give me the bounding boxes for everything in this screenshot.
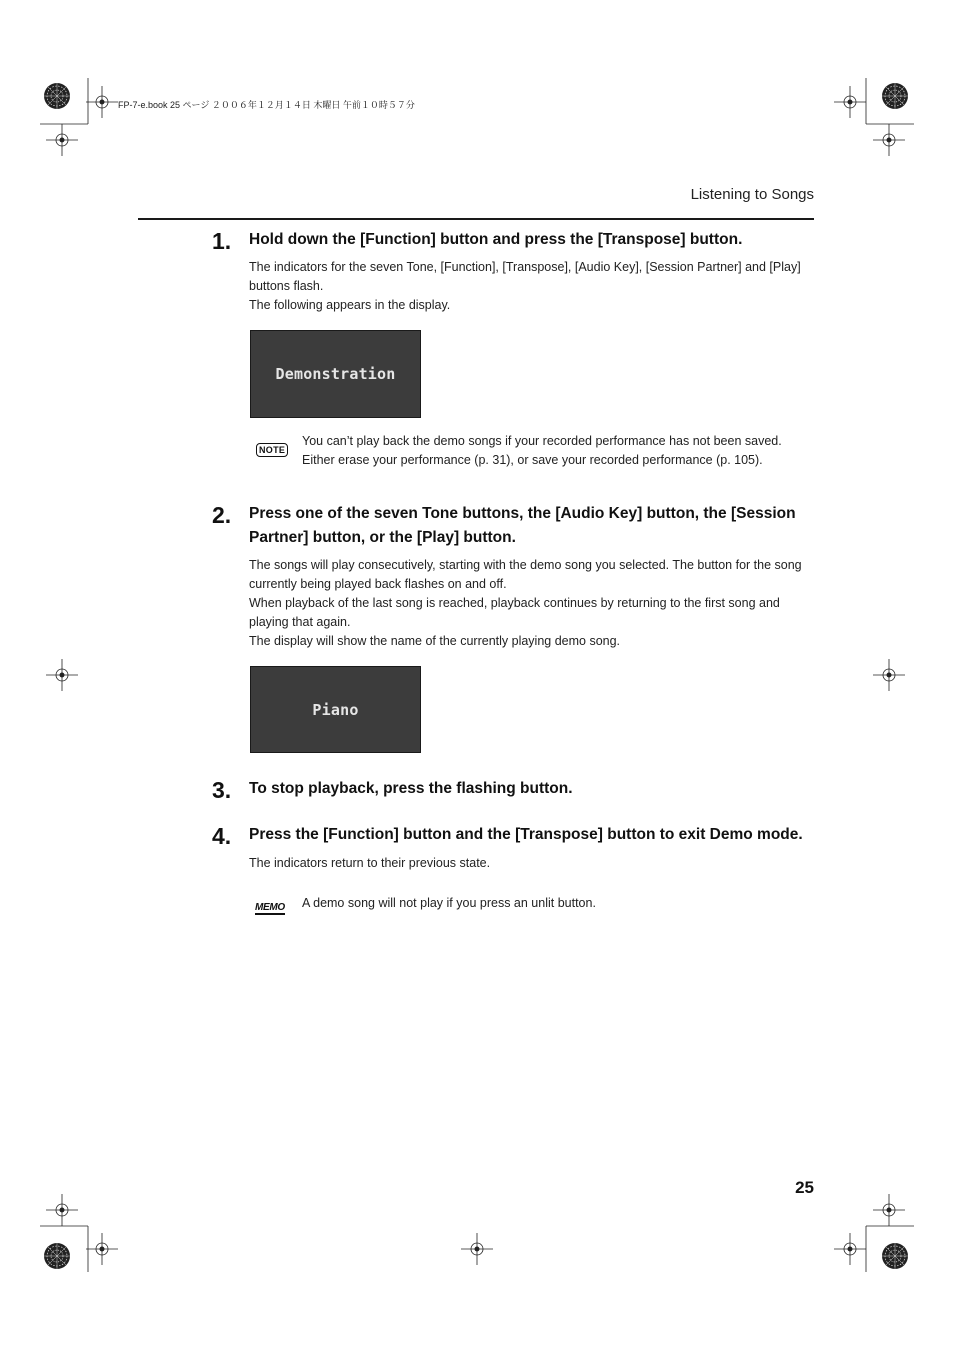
- registration-mark-icon: [873, 124, 905, 156]
- note-text-paragraph: You can’t play back the demo songs if your recorded performance has not been saved. Either erase your performance (p. 31), or save your recorded performance (p. 105).: [302, 434, 782, 467]
- registration-starburst-icon: [44, 1243, 70, 1269]
- step-4-heading: Press the [Function] button and the [Transpose] button to exit Demo mode.: [249, 826, 803, 843]
- registration-starburst-icon: [882, 83, 908, 109]
- step-2-body-paragraph: The songs will play consecutively, starting with the demo song you selected. The button for the song currently being played back flashes on and off.: [249, 558, 802, 591]
- note-icon: [256, 440, 288, 458]
- page-number: 25: [795, 1178, 814, 1197]
- memo-icon-label: MEMO: [255, 902, 285, 913]
- registration-mark-icon: [873, 1194, 905, 1226]
- lcd-display-text: Piano: [312, 700, 359, 719]
- step-1-body-paragraph: The following appears in the display.: [249, 298, 451, 312]
- registration-starburst-icon: [44, 83, 70, 109]
- step-2-body: [249, 556, 809, 651]
- section-title: Listening to Songs: [690, 186, 814, 203]
- header-rule: [138, 218, 814, 220]
- lcd-display-text: Demonstration: [275, 365, 396, 383]
- step-2-body-paragraph: When playback of the last song is reached, playback continues by returning to the first song and playing that again.: [249, 596, 780, 629]
- step-1-body-paragraph: The indicators for the seven Tone, [Function], [Transpose], [Audio Key], [Session Partner] and [Play] buttons flash.: [249, 260, 801, 293]
- registration-starburst-icon: [882, 1243, 908, 1269]
- memo-icon: [255, 897, 285, 915]
- step-4-body-paragraph: The indicators return to their previous state.: [249, 856, 491, 870]
- registration-mark-icon: [46, 124, 78, 156]
- step-1-number: 1.: [212, 228, 232, 254]
- memo-text: [302, 894, 802, 913]
- lcd-display: [250, 666, 421, 753]
- registration-mark-icon: [834, 86, 866, 118]
- step-1-heading: Hold down the [Function] button and press the [Transpose] button.: [249, 231, 743, 248]
- step-2-number: 2.: [212, 502, 232, 528]
- step-2-heading: Press one of the seven Tone buttons, the [Audio Key] button, the [Session Partner] button, or the [Play] button.: [249, 505, 796, 546]
- step-4-body: [249, 854, 809, 873]
- registration-mark-icon: [46, 659, 78, 691]
- registration-mark-icon: [86, 86, 118, 118]
- note-text: [302, 432, 802, 470]
- step-2-body-paragraph: The display will show the name of the currently playing demo song.: [249, 634, 621, 648]
- registration-mark-icon: [86, 1233, 118, 1265]
- step-3-number: 3.: [212, 777, 232, 803]
- registration-mark-icon: [873, 659, 905, 691]
- registration-mark-icon: [46, 1194, 78, 1226]
- note-icon-label: NOTE: [256, 443, 288, 457]
- memo-text-paragraph: A demo song will not play if you press an unlit button.: [302, 896, 596, 910]
- lcd-display: [250, 330, 421, 418]
- print-header: FP-7-e.book 25 ページ ２００６年１２月１４日 木曜日 午前１０時５７分: [118, 100, 415, 110]
- step-1-body: [249, 258, 809, 315]
- registration-mark-icon: [834, 1233, 866, 1265]
- registration-mark-icon: [461, 1233, 493, 1265]
- step-4-number: 4.: [212, 823, 232, 849]
- step-3-heading: To stop playback, press the flashing button.: [249, 780, 573, 797]
